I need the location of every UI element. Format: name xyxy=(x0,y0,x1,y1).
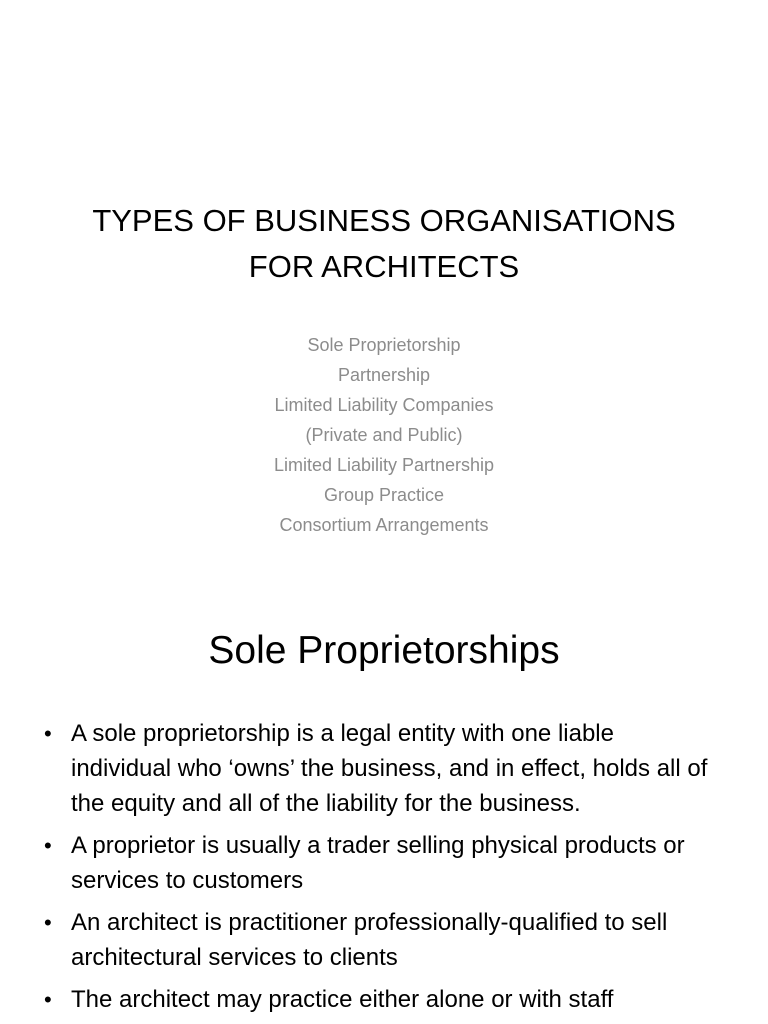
bullet-item xyxy=(44,828,714,898)
bullet-dot-icon: • xyxy=(44,910,52,935)
bullet-text: A proprietor is usually a trader selling physical products or services to customers xyxy=(71,832,685,894)
subtitle-item-sole-proprietorship: Sole Proprietorship xyxy=(307,335,461,355)
bullet-list xyxy=(44,716,714,1024)
subtitle-item-private-and-public: (Private and Public) xyxy=(305,425,463,445)
bullet-item xyxy=(44,905,714,975)
bullet-dot-icon: • xyxy=(44,721,52,746)
slide-sole-proprietorships xyxy=(0,576,768,1024)
subtitle-item-consortium-arrangements: Consortium Arrangements xyxy=(279,515,489,535)
bullet-text: The architect may practice either alone or with staff xyxy=(71,986,614,1013)
slide-heading: Sole Proprietorships xyxy=(208,629,560,672)
subtitle-list xyxy=(100,330,668,540)
bullet-text: An architect is practitioner professionally-qualified to sell architectural services to clients xyxy=(71,909,668,971)
subtitle-item-partnership: Partnership xyxy=(337,365,431,385)
bullet-item xyxy=(44,716,714,821)
title-line-2: FOR ARCHITECTS xyxy=(248,249,520,284)
subtitle-item-limited-liability-partnership: Limited Liability Partnership xyxy=(273,455,495,475)
title-line-1: TYPES OF BUSINESS ORGANISATIONS xyxy=(92,203,676,238)
bullet-text: A sole proprietorship is a legal entity with one liable individual who ‘owns’ the business, and in effect, holds all of the equity and all of the liability for the business. xyxy=(71,720,708,817)
bullet-dot-icon: • xyxy=(44,833,52,858)
bullet-item xyxy=(44,982,714,1017)
subtitle-item-limited-liability-companies: Limited Liability Companies xyxy=(274,395,494,415)
bullet-dot-icon: • xyxy=(44,987,52,1012)
presentation-title xyxy=(40,198,728,290)
subtitle-item-group-practice: Group Practice xyxy=(323,485,445,505)
